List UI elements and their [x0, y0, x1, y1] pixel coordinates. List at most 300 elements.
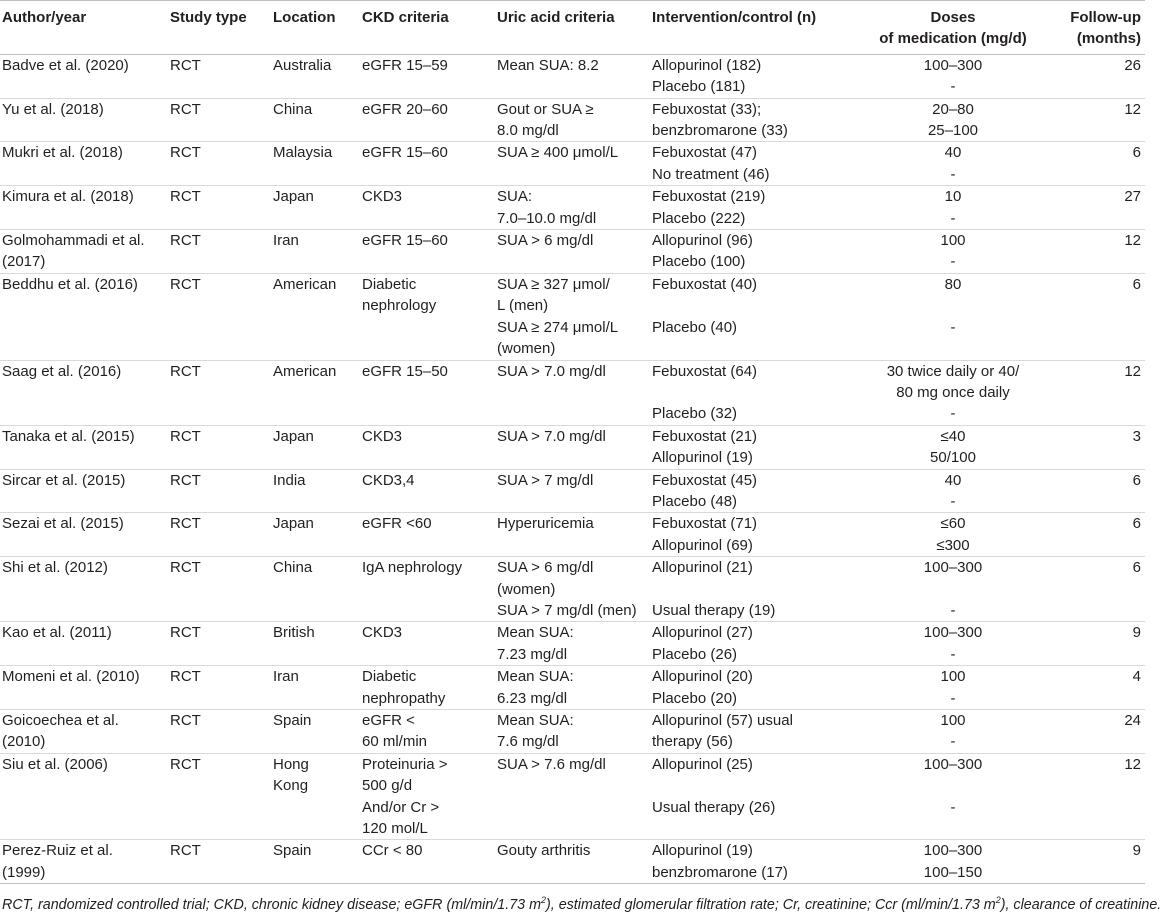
cell-line: Iran [273, 668, 299, 686]
cell-line: Hyperuricemia [497, 515, 594, 533]
cell-ckd-criteria [362, 273, 497, 360]
footnote-superscript-1: 2 [540, 895, 546, 906]
cell-line: IgA nephrology [362, 559, 463, 577]
cell-intervention-control [652, 557, 836, 622]
cell-line: Momeni et al. (2010) [2, 668, 140, 686]
cell-author-year [0, 360, 170, 425]
cell-ckd-criteria [362, 557, 497, 622]
cell-line: 100–300 [923, 56, 983, 74]
table-row [0, 840, 1145, 884]
cell-line: Japan [273, 188, 314, 206]
cell-line: 3 [1132, 427, 1141, 445]
cell-line: Diabetic [362, 275, 417, 293]
cell-line: RCT [170, 100, 201, 118]
cell-line: 7.0–10.0 mg/dl [497, 209, 597, 227]
cell-doses [836, 469, 1070, 513]
cell-author-year [0, 710, 170, 754]
cell-line: (2017) [2, 253, 46, 271]
cell-doses [836, 753, 1070, 840]
cell-location [273, 273, 362, 360]
cell-line: Hong [273, 755, 309, 773]
cell-doses [836, 513, 1070, 557]
cell-intervention-control [652, 54, 836, 98]
cell-line: Allopurinol (27) [652, 624, 753, 642]
cell-follow-up [1070, 230, 1145, 274]
column-header-uric-acid-criteria [497, 1, 652, 55]
cell-author-year [0, 557, 170, 622]
cell-uric-acid-criteria [497, 54, 652, 98]
cell-line: RCT [170, 471, 201, 489]
cell-author-year [0, 230, 170, 274]
table-row [0, 513, 1145, 557]
footnote-text-1: RCT, randomized controlled trial; CKD, chronic kidney disease; eGFR (ml/min/1.73 m [2, 897, 541, 913]
cell-study-type [170, 840, 273, 884]
cell-author-year [0, 840, 170, 884]
cell-line: eGFR 15–60 [362, 232, 448, 250]
cell-line: - [950, 492, 956, 510]
cell-line: 6 [1132, 275, 1141, 293]
cell-line: nephropathy [362, 689, 446, 707]
cell-line: RCT [170, 275, 201, 293]
cell-line: Placebo (26) [652, 645, 738, 663]
footnote-superscript-2: 2 [995, 895, 1001, 906]
cell-location [273, 360, 362, 425]
cell-study-type [170, 98, 273, 142]
cell-line: SUA ≥ 274 μmol/L [497, 318, 619, 336]
cell-study-type [170, 513, 273, 557]
table-row [0, 622, 1145, 666]
cell-doses [836, 186, 1070, 230]
cell-location [273, 666, 362, 710]
cell-line: Badve et al. (2020) [2, 56, 129, 74]
cell-line: Spain [273, 842, 312, 860]
cell-line: Australia [273, 56, 332, 74]
column-header-doses [836, 1, 1070, 55]
cell-line: 100 [940, 232, 966, 250]
cell-line: 100–300 [923, 755, 983, 773]
cell-location [273, 622, 362, 666]
cell-line: eGFR < [362, 712, 415, 729]
column-header-line: CKD criteria [362, 9, 449, 26]
cell-line: Kong [273, 777, 309, 795]
cell-uric-acid-criteria [497, 273, 652, 360]
cell-author-year [0, 142, 170, 186]
cell-doses [836, 360, 1070, 425]
cell-line: 40 [944, 471, 962, 489]
cell-line: Placebo (222) [652, 209, 746, 227]
cell-uric-acid-criteria [497, 753, 652, 840]
cell-intervention-control [652, 622, 836, 666]
cell-follow-up [1070, 360, 1145, 425]
cell-line: 6 [1132, 471, 1141, 489]
cell-line: - [950, 253, 956, 271]
cell-ckd-criteria [362, 142, 497, 186]
cell-study-type [170, 186, 273, 230]
cell-line: Placebo (20) [652, 689, 738, 707]
cell-intervention-control [652, 425, 836, 469]
cell-study-type [170, 622, 273, 666]
cell-line: 120 mol/L [362, 820, 428, 838]
cell-location [273, 513, 362, 557]
cell-line: Tanaka et al. (2015) [2, 427, 135, 445]
cell-doses [836, 710, 1070, 754]
cell-line: 100–300 [923, 624, 983, 642]
cell-line: ≤300 [936, 536, 970, 554]
column-header-line: Intervention/control (n) [652, 9, 817, 26]
cell-author-year [0, 425, 170, 469]
cell-line: Febuxostat (40) [652, 275, 758, 293]
cell-author-year [0, 54, 170, 98]
column-header-follow-up [1070, 1, 1145, 55]
cell-ckd-criteria [362, 513, 497, 557]
cell-ckd-criteria [362, 840, 497, 884]
cell-line: - [950, 733, 956, 751]
cell-line: 10 [944, 188, 962, 206]
cell-uric-acid-criteria [497, 513, 652, 557]
table-row [0, 557, 1145, 622]
cell-line: No treatment (46) [652, 165, 770, 183]
cell-line: SUA > 6 mg/dl [497, 559, 594, 577]
cell-doses [836, 98, 1070, 142]
cell-author-year [0, 666, 170, 710]
cell-location [273, 557, 362, 622]
cell-author-year [0, 622, 170, 666]
cell-ckd-criteria [362, 360, 497, 425]
column-header-author-year [0, 1, 170, 55]
cell-line: Iran [273, 232, 299, 250]
cell-line [652, 382, 836, 403]
cell-line: Gout or SUA ≥ [497, 100, 594, 118]
column-header-line: Author/year [2, 9, 87, 26]
cell-intervention-control [652, 230, 836, 274]
cell-uric-acid-criteria [497, 469, 652, 513]
cell-line: 500 g/d [362, 777, 413, 795]
cell-location [273, 753, 362, 840]
table-body [0, 54, 1145, 883]
cell-line: 6 [1132, 144, 1141, 162]
cell-author-year [0, 186, 170, 230]
cell-ckd-criteria [362, 753, 497, 840]
table-row [0, 54, 1145, 98]
cell-line: 60 ml/min [362, 733, 428, 751]
cell-line: Placebo (40) [652, 318, 738, 336]
table-row [0, 710, 1145, 754]
cell-line: SUA: [497, 188, 533, 206]
cell-line: eGFR 15–59 [362, 56, 448, 74]
cell-location [273, 98, 362, 142]
cell-line: 27 [1124, 188, 1141, 206]
cell-line: CKD3 [362, 427, 403, 445]
cell-ckd-criteria [362, 710, 497, 754]
cell-doses [836, 230, 1070, 274]
cell-line: Febuxostat (64) [652, 362, 758, 380]
cell-line: SUA > 7 mg/dl (men) [497, 601, 637, 619]
cell-intervention-control [652, 142, 836, 186]
cell-ckd-criteria [362, 230, 497, 274]
cell-line: Febuxostat (71) [652, 515, 758, 533]
cell-line: 80 mg once daily [896, 383, 1010, 401]
cell-line: Kimura et al. (2018) [2, 188, 134, 206]
cell-line: RCT [170, 427, 201, 445]
cell-line: (women) [497, 580, 556, 598]
cell-uric-acid-criteria [497, 557, 652, 622]
cell-line: Allopurinol (21) [652, 559, 753, 577]
cell-study-type [170, 425, 273, 469]
cell-doses [836, 142, 1070, 186]
cell-line: SUA ≥ 400 μmol/L [497, 144, 619, 162]
cell-line: SUA > 7.0 mg/dl [497, 427, 606, 445]
cell-line: SUA > 7.6 mg/dl [497, 755, 606, 773]
cell-study-type [170, 142, 273, 186]
cell-line: CKD3 [362, 624, 403, 642]
cell-line: nephrology [362, 297, 437, 315]
cell-line: SUA > 7 mg/dl [497, 471, 594, 489]
cell-line [652, 579, 836, 600]
cell-study-type [170, 230, 273, 274]
cell-line: Febuxostat (219) [652, 188, 766, 206]
table-row [0, 469, 1145, 513]
cell-line: Mean SUA: [497, 624, 574, 642]
cell-line [652, 775, 836, 796]
cell-line: Mean SUA: [497, 668, 574, 686]
cell-line: And/or Cr > [362, 798, 440, 816]
cell-line: RCT [170, 56, 201, 74]
cell-follow-up [1070, 98, 1145, 142]
cell-follow-up [1070, 142, 1145, 186]
cell-line: eGFR <60 [362, 515, 432, 533]
cell-line: SUA > 7.0 mg/dl [497, 362, 606, 380]
cell-line [652, 295, 836, 316]
cell-ckd-criteria [362, 425, 497, 469]
cell-location [273, 710, 362, 754]
cell-follow-up [1070, 425, 1145, 469]
cell-line: 6 [1132, 559, 1141, 577]
cell-line: Febuxostat (33); [652, 100, 762, 118]
column-header-study-type [170, 1, 273, 55]
cell-line: 6.23 mg/dl [497, 689, 568, 707]
cell-line: Febuxostat (21) [652, 427, 758, 445]
cell-line: 4 [1132, 668, 1141, 686]
cell-line [836, 775, 1070, 796]
cell-line: 40 [944, 144, 962, 162]
cell-line: - [950, 318, 956, 336]
cell-line: Allopurinol (96) [652, 232, 753, 250]
cell-doses [836, 666, 1070, 710]
column-header-line: Study type [170, 9, 247, 26]
cell-line: Spain [273, 712, 312, 729]
cell-follow-up [1070, 622, 1145, 666]
cell-line: Sezai et al. (2015) [2, 515, 124, 533]
cell-study-type [170, 666, 273, 710]
cell-location [273, 186, 362, 230]
cell-line: Golmohammadi et al. [2, 232, 145, 250]
cell-location [273, 142, 362, 186]
cell-follow-up [1070, 753, 1145, 840]
cell-line: 100–300 [923, 842, 983, 860]
cell-line: 7.23 mg/dl [497, 645, 568, 663]
cell-ckd-criteria [362, 622, 497, 666]
cell-line: Siu et al. (2006) [2, 755, 108, 773]
cell-study-type [170, 469, 273, 513]
cell-uric-acid-criteria [497, 98, 652, 142]
cell-follow-up [1070, 513, 1145, 557]
cell-follow-up [1070, 273, 1145, 360]
footnote-text-3: ), clearance of creatinine. [1000, 897, 1161, 913]
cell-line: Febuxostat (47) [652, 144, 758, 162]
cell-line: Usual therapy (26) [652, 798, 776, 816]
cell-line: - [950, 645, 956, 663]
cell-uric-acid-criteria [497, 360, 652, 425]
cell-line: CKD3,4 [362, 471, 415, 489]
table-row [0, 360, 1145, 425]
cell-uric-acid-criteria [497, 186, 652, 230]
cell-location [273, 425, 362, 469]
cell-line: American [273, 275, 337, 293]
cell-line: - [950, 209, 956, 227]
cell-line: L (men) [497, 297, 549, 315]
cell-ckd-criteria [362, 98, 497, 142]
cell-uric-acid-criteria [497, 142, 652, 186]
cell-author-year [0, 753, 170, 840]
cell-line: Placebo (100) [652, 253, 746, 271]
cell-doses [836, 622, 1070, 666]
cell-line: RCT [170, 842, 201, 860]
cell-study-type [170, 753, 273, 840]
cell-line: Allopurinol (20) [652, 668, 753, 686]
cell-line: Allopurinol (25) [652, 755, 753, 773]
cell-line: SUA ≥ 327 μmol/ [497, 275, 610, 293]
cell-line: RCT [170, 668, 201, 686]
cell-line: Placebo (48) [652, 492, 738, 510]
cell-line [836, 579, 1070, 600]
column-header-ckd-criteria [362, 1, 497, 55]
cell-line: - [950, 689, 956, 707]
cell-intervention-control [652, 469, 836, 513]
cell-intervention-control [652, 840, 836, 884]
cell-line: 9 [1132, 842, 1141, 860]
cell-uric-acid-criteria [497, 230, 652, 274]
cell-line: 100 [940, 712, 966, 729]
cell-doses [836, 273, 1070, 360]
cell-line: Febuxostat (45) [652, 471, 758, 489]
cell-intervention-control [652, 513, 836, 557]
cell-follow-up [1070, 840, 1145, 884]
cell-line: 12 [1124, 362, 1141, 380]
cell-line: (women) [497, 340, 556, 358]
cell-intervention-control [652, 186, 836, 230]
table-row [0, 753, 1145, 840]
cell-line: 100 [940, 668, 966, 686]
column-header-line: Uric acid criteria [497, 9, 615, 26]
cell-line: ≤60 [940, 515, 966, 533]
cell-ckd-criteria [362, 469, 497, 513]
cell-doses [836, 840, 1070, 884]
cell-line: Saag et al. (2016) [2, 362, 122, 380]
cell-line: Sircar et al. (2015) [2, 471, 126, 489]
cell-line: Yu et al. (2018) [2, 100, 104, 118]
cell-line: eGFR 15–50 [362, 362, 448, 380]
cell-line: Allopurinol (182) [652, 56, 762, 74]
cell-line: 20–80 [932, 100, 974, 118]
cell-line: Allopurinol (57) usual [652, 712, 793, 729]
cell-intervention-control [652, 710, 836, 754]
cell-line: benzbromarone (33) [652, 122, 788, 140]
cell-line: 100–300 [923, 559, 983, 577]
cell-line: Malaysia [273, 144, 333, 162]
cell-location [273, 840, 362, 884]
table-row [0, 425, 1145, 469]
cell-line: India [273, 471, 306, 489]
cell-line: Mean SUA: 8.2 [497, 56, 599, 74]
cell-line: CCr < 80 [362, 842, 423, 860]
cell-follow-up [1070, 666, 1145, 710]
column-header-line: (months) [1076, 30, 1141, 48]
cell-line: Placebo (181) [652, 78, 746, 96]
cell-line: eGFR 15–60 [362, 144, 448, 162]
cell-line: 7.6 mg/dl [497, 733, 559, 751]
cell-doses [836, 54, 1070, 98]
cell-location [273, 54, 362, 98]
cell-line: Kao et al. (2011) [2, 624, 112, 642]
table-row [0, 230, 1145, 274]
cell-study-type [170, 557, 273, 622]
cell-uric-acid-criteria [497, 622, 652, 666]
footnote-text-2: ), estimated glomerular filtration rate; Cr, creatinine; Ccr (ml/min/1.73 m [546, 897, 996, 913]
cell-ckd-criteria [362, 54, 497, 98]
cell-line: 9 [1132, 624, 1141, 642]
cell-author-year [0, 513, 170, 557]
cell-line: Japan [273, 427, 314, 445]
table-header-row [0, 1, 1145, 55]
table-row [0, 186, 1145, 230]
cell-location [273, 230, 362, 274]
cell-line: - [950, 165, 956, 183]
cell-line: Diabetic [362, 668, 417, 686]
cell-study-type [170, 54, 273, 98]
cell-line: RCT [170, 624, 201, 642]
cell-follow-up [1070, 54, 1145, 98]
cell-line: CKD3 [362, 188, 403, 206]
cell-ckd-criteria [362, 186, 497, 230]
cell-line: therapy (56) [652, 733, 733, 751]
cell-line: 12 [1124, 232, 1141, 250]
column-header-line: Follow-up [1070, 9, 1141, 26]
cell-line: Beddhu et al. (2016) [2, 275, 138, 293]
column-header-location [273, 1, 362, 55]
cell-follow-up [1070, 186, 1145, 230]
cell-line: 12 [1124, 755, 1141, 773]
cell-line: Shi et al. (2012) [2, 559, 108, 577]
cell-author-year [0, 98, 170, 142]
cell-line: Allopurinol (19) [652, 842, 753, 860]
cell-line: RCT [170, 188, 201, 206]
cell-line: (2010) [2, 733, 46, 751]
cell-uric-acid-criteria [497, 425, 652, 469]
cell-line: RCT [170, 559, 201, 577]
cell-line [836, 295, 1070, 316]
cell-line: Usual therapy (19) [652, 601, 776, 619]
cell-line: Mukri et al. (2018) [2, 144, 123, 162]
cell-line: 80 [944, 275, 962, 293]
table-footnote [2, 897, 1161, 913]
cell-uric-acid-criteria [497, 710, 652, 754]
column-header-line: Location [273, 9, 336, 26]
cell-line: RCT [170, 144, 201, 162]
cell-author-year [0, 469, 170, 513]
cell-line: RCT [170, 755, 201, 773]
cell-line: - [950, 405, 956, 423]
table-row [0, 666, 1145, 710]
